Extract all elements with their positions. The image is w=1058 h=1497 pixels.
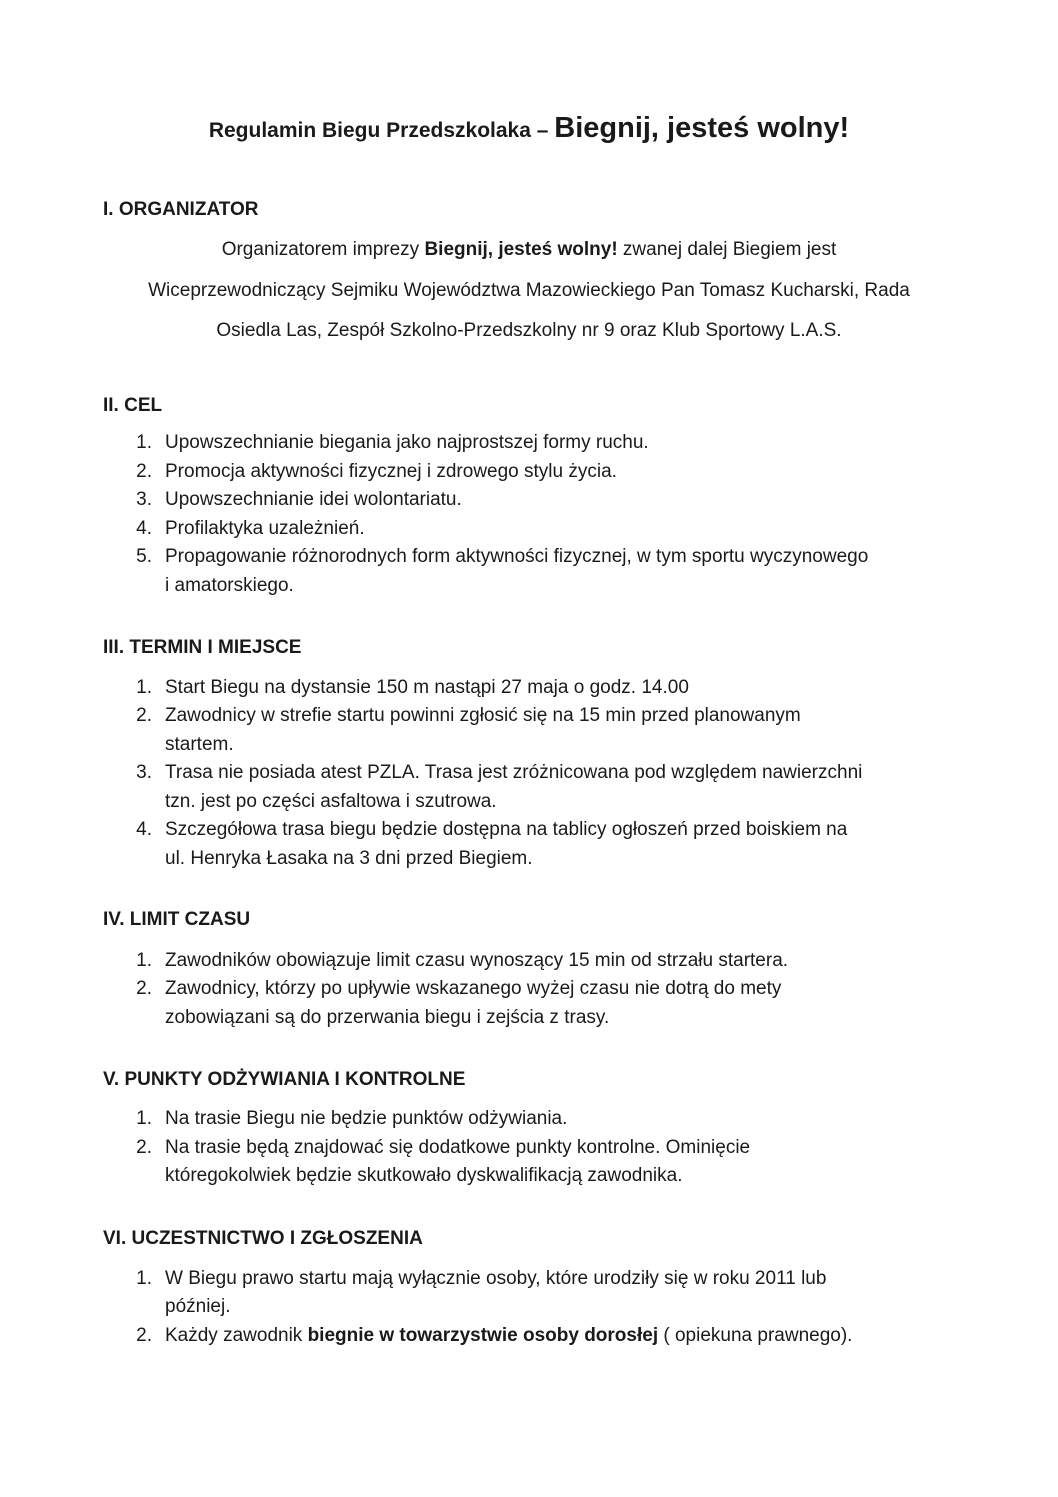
list-text: Na trasie Biegu nie będzie punktów odżywiania.: [165, 1108, 568, 1129]
list-text: Profilaktyka uzależnień.: [165, 518, 365, 539]
list-text: Na trasie będą znajdować się dodatkowe punkty kontrolne. Ominięcie: [165, 1137, 751, 1158]
organizer-line-1: [0, 239, 1058, 261]
organizer-event-name: Biegnij, jesteś wolny!: [424, 239, 618, 260]
list-number: 5.: [136, 546, 152, 567]
list-text: Zawodnicy w strefie startu powinni zgłosić się na 15 min przed planowanym: [165, 705, 801, 726]
list-text: Szczegółowa trasa biegu będzie dostępna na tablicy ogłoszeń przed boiskiem na: [165, 819, 848, 840]
list-number: 2.: [136, 1325, 152, 1346]
list-number: 1.: [136, 1108, 152, 1129]
list-text: Upowszechnianie idei wolontariatu.: [165, 489, 462, 510]
list-number: 4.: [136, 819, 152, 840]
list-number: 2.: [136, 978, 152, 999]
list-text: [165, 1322, 965, 1351]
section-heading-date-place: III. TERMIN I MIEJSCE: [103, 637, 302, 658]
list-text-part: ( opiekuna prawnego).: [658, 1325, 853, 1346]
list-text-part: Każdy zawodnik: [165, 1325, 308, 1346]
list-number: 3.: [136, 489, 152, 510]
section-heading-goal: II. CEL: [103, 395, 163, 416]
list-number: 2.: [136, 1137, 152, 1158]
organizer-text: Organizatorem imprezy: [221, 239, 425, 260]
list-number: 1.: [136, 1268, 152, 1289]
organizer-line-2: Wiceprzewodniczący Sejmiku Województwa Mazowieckiego Pan Tomasz Kucharski, Rada: [148, 280, 910, 301]
list-text: Zawodników obowiązuje limit czasu wynoszący 15 min od strzału startera.: [165, 950, 789, 971]
list-text: Promocja aktywności fizycznej i zdrowego stylu życia.: [165, 461, 617, 482]
list-number: 1.: [136, 432, 152, 453]
list-number: 1.: [136, 950, 152, 971]
organizer-text: zwanej dalej Biegiem jest: [617, 239, 837, 260]
list-text: Trasa nie posiada atest PZLA. Trasa jest zróżnicowana pod względem nawierzchni: [165, 762, 863, 783]
list-number: 3.: [136, 762, 152, 783]
list-number: 1.: [136, 677, 152, 698]
list-text: W Biegu prawo startu mają wyłącznie osoby, które urodziły się w roku 2011 lub: [165, 1268, 827, 1289]
list-text: któregokolwiek będzie skutkowało dyskwalifikacją zawodnika.: [165, 1165, 683, 1186]
list-text: zobowiązani są do przerwania biegu i zejścia z trasy.: [165, 1007, 610, 1028]
event-name: Biegnij, jesteś wolny!: [554, 112, 850, 144]
list-number: 2.: [136, 705, 152, 726]
list-text: ul. Henryka Łasaka na 3 dni przed Biegiem.: [165, 848, 533, 869]
section-heading-checkpoints: V. PUNKTY ODŻYWIANIA I KONTROLNE: [103, 1069, 466, 1090]
document-title: [0, 112, 1058, 145]
list-text: startem.: [165, 734, 234, 755]
list-text: i amatorskiego.: [165, 575, 294, 596]
organizer-line-3: Osiedla Las, Zespół Szkolno-Przedszkolny nr 9 oraz Klub Sportowy L.A.S.: [216, 320, 842, 341]
section-heading-time-limit: IV. LIMIT CZASU: [103, 909, 251, 930]
list-number: 2.: [136, 461, 152, 482]
list-number: 4.: [136, 518, 152, 539]
list-text: Zawodnicy, którzy po upływie wskazanego wyżej czasu nie dotrą do mety: [165, 978, 782, 999]
list-text: tzn. jest po części asfaltowa i szutrowa.: [165, 791, 497, 812]
list-text: Upowszechnianie biegania jako najprostszej formy ruchu.: [165, 432, 649, 453]
section-heading-participation: VI. UCZESTNICTWO I ZGŁOSZENIA: [103, 1228, 423, 1249]
section-heading-organizer: I. ORGANIZATOR: [103, 199, 259, 220]
list-text: Start Biegu na dystansie 150 m nastąpi 27 maja o godz. 14.00: [165, 677, 689, 698]
list-text-emphasis: biegnie w towarzystwie osoby dorosłej: [307, 1325, 659, 1346]
title-prefix: Regulamin Biegu Przedszkolaka –: [208, 119, 555, 142]
list-text: Propagowanie różnorodnych form aktywności fizycznej, w tym sportu wyczynowego: [165, 546, 869, 567]
list-text: później.: [165, 1296, 231, 1317]
